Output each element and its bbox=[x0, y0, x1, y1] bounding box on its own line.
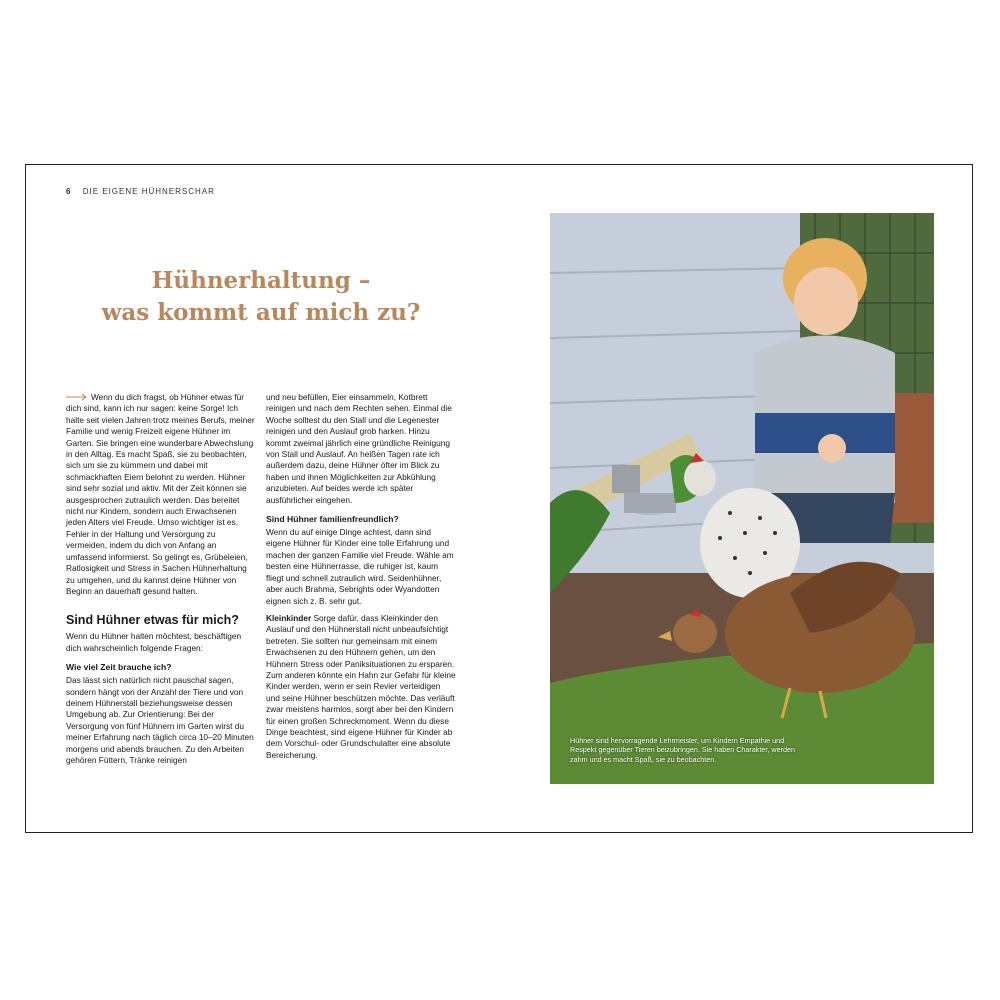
title-line-2: was kommt auf mich zu? bbox=[101, 299, 421, 326]
photo-child-with-chickens bbox=[550, 213, 934, 784]
kids-paragraph bbox=[266, 613, 456, 761]
section-intro: Wenn du Hühner halten möchtest, beschäftigen dich wahrscheinlich folgende Fragen: bbox=[66, 631, 242, 653]
section-heading: Sind Hühner etwas für mich? bbox=[66, 613, 239, 628]
book-spread bbox=[25, 164, 973, 833]
continuation-paragraph: und neu befüllen, Eier einsammeln, Kotbrett reinigen und nach dem Rechten sehen. Einmal die Woche solltest du den Stall und die Legenester reinigen und den Auslauf grob harken. Hinzu kommt zweimal jährlich eine gründliche Reinigung von Stall und Auslauf. An heißen Tagen rate ich außerdem dazu, deine Hühner öfter im Blick zu haben und ihnen Möglichkeiten zur Abkühlung anzubieten. Auf beides werde ich später ausführlicher eingehen. bbox=[266, 392, 452, 505]
right-column bbox=[266, 392, 456, 761]
title-line-1: Hühnerhaltung – bbox=[151, 267, 371, 294]
photo-illustration bbox=[550, 213, 934, 784]
time-paragraph: Das lässt sich natürlich nicht pauschal sagen, sondern hängt von der Anzahl der Tiere und von deinem Hühnerstall beziehungsweise dessen Umgebung ab. Zur Orientierung: Bei der Versorgung von fünf Hühnern im Garten wirst du meiner Erfahrung nach täglich circa 10–20 Minuten morgens und abends brauchen. Zu den Arbeiten gehören Füttern, Tränke reinigen bbox=[66, 675, 254, 765]
intro-text: Wenn du dich fragst, ob Hühner etwas für dich sind, kann ich nur sagen: keine Sorge! Ich halte seit vielen Jahren trotz meines Berufs, meiner Familie und wenig Freizeit eigene Hühner im Garten. Sie bringen eine wunderbare Abwechslung in den Alltag. Es macht Spaß, sie zu beobachten, sich um sie zu kümmern und dabei mit schmackhaften Eiern belohnt zu werden. Hühner sind sehr sozial und aktiv. Mit der Zeit können sie ausgesprochen zutraulich werden. Das bereitet nicht nur Kindern, sondern auch Erwachsenen jeden Alters viel Freude. Umso wichtiger ist es, Fehler in der Haltung und Versorgung zu vermeiden, indem du dich von Anfang an umfassend informierst. So gelingt es, Grübeleien, Ratlosigkeit und Stress in Sachen Hühnerhaltung zu umgehen, und du kannst deine Hühner von Beginn an dauerhaft gesund halten. bbox=[66, 392, 255, 596]
page-title bbox=[66, 265, 456, 329]
section-title: DIE EIGENE HÜHNERSCHAR bbox=[82, 187, 215, 196]
kids-text: Sorge dafür, dass Kleinkinder den Auslauf und den Hühnerstall nicht unbeaufsichtigt betreten. Sie sollten nur gemeinsam mit einem Erwachsenen zu den Hühnern gehen, um den Hühnern Stress oder Paniksituationen zu ersparen. Zum anderen könnte ein Hahn zur Gefahr für kleine Kinder werden, wenn er sein Revier verteidigen und seine Hühner beschützen möchte. Das verläuft zwar meistens harmlos, sorgt aber bei den Kindern für einen großen Schreckmoment. Wenn du diese Dinge beachtest, sind eigene Hühner für Kinder ab dem Vorschul- oder Grundschulalter eine absolute Bereicherung. bbox=[266, 612, 456, 760]
photo-caption: Hühner sind hervorragende Lehrmeister, um Kindern Empathie und Respekt gegenüber Tieren beizubringen. Sie haben Charakter, werden zahm und es macht Spaß, sie zu beobachten. bbox=[570, 735, 795, 764]
running-head bbox=[66, 187, 215, 196]
page-number: 6 bbox=[66, 187, 72, 196]
subheading-family: Sind Hühner familienfreundlich? bbox=[266, 514, 399, 525]
family-paragraph: Wenn du auf einige Dinge achtest, dann sind eigene Hühner für Kinder eine tolle Erfahrung und machen der ganzen Familie viel Freude. Wähle am besten eine Hühnerrasse, die ruhiger ist, kaum fliegt und schnell zutraulich wird. Seidenhühner, aber auch Brahma, Sebrights oder Wyandotten eignen sich z. B. sehr gut. bbox=[266, 527, 454, 606]
kids-lead: Kleinkinder bbox=[266, 612, 312, 623]
intro-paragraph bbox=[66, 392, 256, 597]
left-column bbox=[66, 392, 256, 766]
arrow-icon bbox=[66, 393, 88, 401]
subheading-time: Wie viel Zeit brauche ich? bbox=[66, 662, 172, 673]
